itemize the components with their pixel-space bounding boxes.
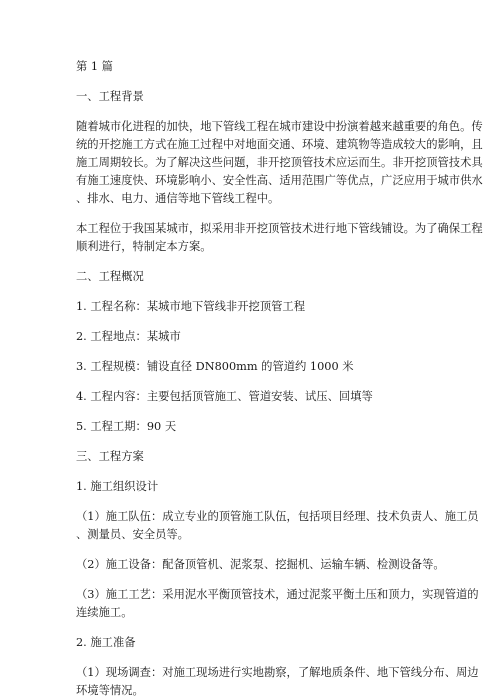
paragraph-line: 施工周期较长。为了解决这些问题，非开挖顶管技术应运而生。非开挖顶管技术具 <box>76 156 483 169</box>
paragraph-line: 有施工速度快、环境影响小、安全性高、适用范围广等优点，广泛应用于城市供水 <box>76 174 483 187</box>
overview-item-scale: 3. 工程规模：铺设直径 DN800mm 的管道约 1000 米 <box>76 360 354 373</box>
paragraph-line: 环境等情况。 <box>76 684 144 697</box>
overview-item-duration: 5. 工程工期：90 天 <box>76 420 177 433</box>
paragraph-line: （1）现场调查：对施工现场进行实地勘察，了解地质条件、地下管线分布、周边 <box>76 666 479 679</box>
paragraph-line: 、排水、电力、通信等地下管线工程中。 <box>76 192 280 205</box>
preparation-item-survey <box>76 664 479 700</box>
paragraph-background <box>76 118 483 208</box>
part-label: 第 1 篇 <box>76 60 113 73</box>
organization-item-equipment <box>76 556 445 574</box>
paragraph-line: 统的开挖施工方式在施工过程中对地面交通、环境、建筑物等造成较大的影响，且 <box>76 138 483 151</box>
paragraph-line: 顺利进行，特制定本方案。 <box>76 240 212 253</box>
section-heading-background: 一、工程背景 <box>76 90 144 103</box>
paragraph-line: （1）施工队伍：成立专业的顶管施工队伍，包括项目经理、技术负责人、施工员 <box>76 510 479 523</box>
section-heading-overview: 二、工程概况 <box>76 270 144 283</box>
subsection-heading-preparation: 2. 施工准备 <box>76 636 136 649</box>
organization-item-team <box>76 508 479 544</box>
document-content <box>76 58 483 700</box>
paragraph-line: 随着城市化进程的加快，地下管线工程在城市建设中扮演着越来越重要的角色。传 <box>76 120 483 133</box>
organization-item-process <box>76 586 479 622</box>
paragraph-line: 连续施工。 <box>76 606 133 619</box>
paragraph-line: 本工程位于我国某城市，拟采用非开挖顶管技术进行地下管线铺设。为了确保工程 <box>76 222 483 235</box>
overview-item-content: 4. 工程内容：主要包括顶管施工、管道安装、试压、回填等 <box>76 390 373 403</box>
overview-item-name: 1. 工程名称：某城市地下管线非开挖顶管工程 <box>76 300 306 313</box>
paragraph-line: （3）施工工艺：采用泥水平衡顶管技术，通过泥浆平衡土压和顶力，实现管道的 <box>76 588 479 601</box>
overview-item-location: 2. 工程地点：某城市 <box>76 330 181 343</box>
paragraph-line: 、测量员、安全员等。 <box>76 528 189 541</box>
paragraph-line: （2）施工设备：配备顶管机、泥浆泵、挖掘机、运输车辆、检测设备等。 <box>76 558 445 571</box>
section-heading-plan: 三、工程方案 <box>76 450 144 463</box>
paragraph-purpose <box>76 220 483 256</box>
subsection-heading-organization: 1. 施工组织设计 <box>76 480 159 493</box>
